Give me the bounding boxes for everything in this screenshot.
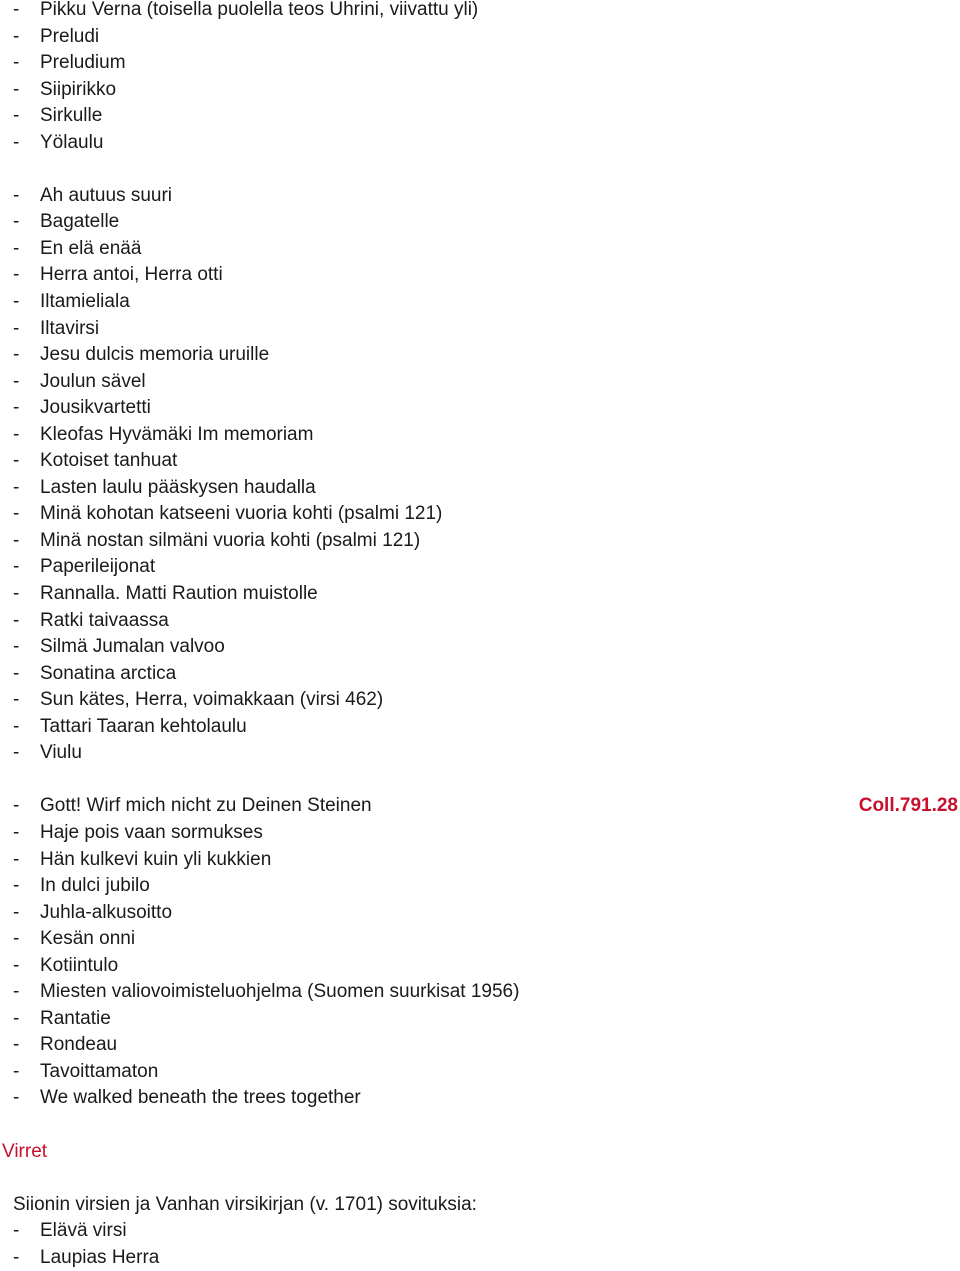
spacer <box>0 1165 960 1192</box>
list-item: - Sun kätes, Herra, voimakkaan (virsi 462) <box>13 689 384 711</box>
list-item: - Joulun sävel <box>13 370 146 392</box>
list-item: - Minä nostan silmäni vuoria kohti (psalmi 121) <box>13 529 421 551</box>
list-item: - Kesän onni <box>13 928 136 950</box>
list-item: - Paperileijonat <box>13 556 156 578</box>
list-item: - Viulu <box>13 742 82 764</box>
list-item: - Kleofas Hyvämäki Im memoriam <box>13 423 314 445</box>
list-item: - Ah autuus suuri <box>13 184 173 206</box>
list-item: - Miesten valiovoimisteluohjelma (Suomen suurkisat 1956) <box>13 981 520 1003</box>
list-item: - Tattari Taaran kehtolaulu <box>13 715 247 737</box>
work-list-group-2 <box>0 183 960 767</box>
list-item: - Sonatina arctica <box>13 662 177 684</box>
list-item: - Jesu dulcis memoria uruille <box>13 344 270 366</box>
collection-reference: Coll.791.28 <box>858 795 958 817</box>
list-item: - Gott! Wirf mich nicht zu Deinen Steinen Coll.791.28 <box>0 793 960 820</box>
list-item: - Jousikvartetti <box>13 397 151 419</box>
list-item: - Sirkulle <box>13 105 103 127</box>
list-item: - En elä enää <box>13 237 142 259</box>
list-item: - Siipirikko <box>13 78 117 100</box>
list-item: - Lasten laulu pääskysen haudalla <box>13 476 316 498</box>
virret-section <box>0 1139 960 1271</box>
section-intro: Siionin virsien ja Vanhan virsikirjan (v. 1701) sovituksia: <box>13 1193 477 1215</box>
list-item: - Ratki taivaassa <box>13 609 169 631</box>
list-item: - Iltamieliala <box>13 291 130 313</box>
list-item: - Yölaulu <box>13 131 104 153</box>
list-item: - Rondeau <box>13 1034 118 1056</box>
list-item: - Tavoittamaton <box>13 1060 159 1082</box>
work-list-group-1 <box>0 0 960 156</box>
list-item: - Laupias Herra <box>13 1246 160 1268</box>
spacer <box>0 1112 960 1139</box>
list-item: - Herra antoi, Herra otti <box>13 264 223 286</box>
list-item: - Haje pois vaan sormukses <box>13 821 263 843</box>
list-item: - Bagatelle <box>13 211 120 233</box>
list-item: - Kotoiset tanhuat <box>13 450 178 472</box>
list-item: - In dulci jubilo <box>13 875 150 897</box>
spacer <box>0 767 960 794</box>
list-item: - Hän kulkevi kuin yli kukkien <box>13 848 272 870</box>
list-item: - We walked beneath the trees together <box>13 1087 361 1109</box>
list-item: - Minä kohotan katseeni vuoria kohti (psalmi 121) <box>13 503 443 525</box>
work-list-group-3 <box>0 793 960 1112</box>
list-item: - Iltavirsi <box>13 317 100 339</box>
list-item: - Rantatie <box>13 1007 111 1029</box>
list-item: - Pikku Verna (toisella puolella teos Uhrini, viivattu yli) <box>13 0 479 20</box>
section-heading: Virret <box>2 1140 48 1162</box>
list-item: - Preludi <box>13 25 100 47</box>
list-item: - Preludium <box>13 52 126 74</box>
list-item: - Juhla-alkusoitto <box>13 901 173 923</box>
spacer <box>0 156 960 183</box>
list-item: - Silmä Jumalan valvoo <box>13 636 225 658</box>
list-item: - Kotiintulo <box>13 954 119 976</box>
list-item: - Elävä virsi <box>13 1220 127 1242</box>
list-item: - Rannalla. Matti Raution muistolle <box>13 583 318 605</box>
